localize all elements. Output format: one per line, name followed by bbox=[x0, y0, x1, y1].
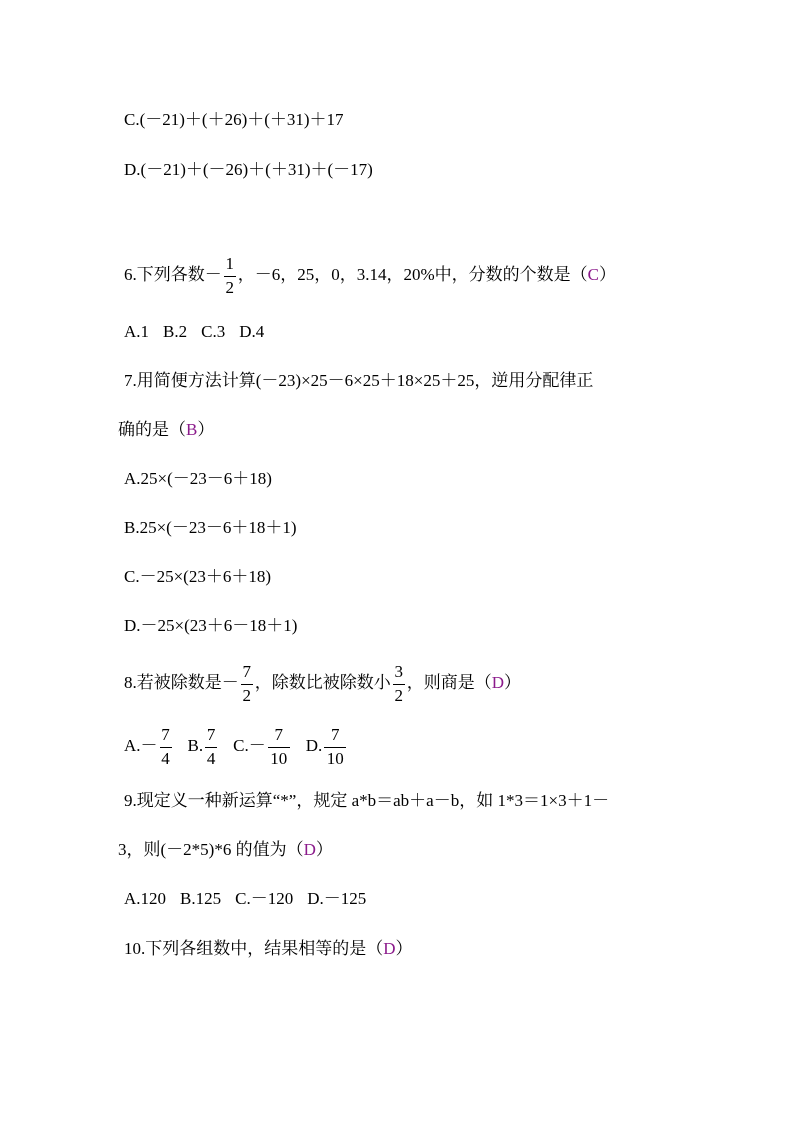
q6-close: ） bbox=[599, 264, 617, 284]
q9-answer: D bbox=[303, 840, 316, 859]
q8-answer: D bbox=[491, 672, 505, 692]
fraction-denominator: 2 bbox=[394, 686, 403, 705]
q6-option-b: B.2 bbox=[163, 322, 188, 341]
q6-option-c: C.3 bbox=[201, 322, 226, 341]
option-a-q7: A.25×(－23－6＋18) bbox=[124, 469, 272, 488]
fraction-denominator: 4 bbox=[161, 749, 170, 768]
option-b-q7: B.25×(－23－6＋18＋1) bbox=[124, 518, 297, 537]
q9-option-d: D.－125 bbox=[307, 889, 367, 908]
fraction-numerator: 1 bbox=[225, 254, 234, 273]
option-d-q5: D.(－21)＋(－26)＋(＋31)＋(－17) bbox=[124, 160, 373, 179]
q10-text: 10.下列各组数中，结果相等的是（ bbox=[124, 939, 384, 958]
fraction-numerator: 7 bbox=[331, 725, 340, 744]
q8-option-c bbox=[233, 725, 292, 768]
question-7-line1: 7.用简便方法计算(－23)×25－6×25＋18×25＋25，逆用分配律正 bbox=[124, 371, 594, 390]
option-fraction bbox=[323, 725, 347, 769]
q6-fraction bbox=[223, 254, 237, 298]
q8-fraction-2 bbox=[392, 662, 406, 706]
fraction-numerator: 7 bbox=[274, 725, 283, 744]
option-prefix: D. bbox=[305, 735, 323, 755]
q8-fraction-1 bbox=[240, 662, 254, 706]
q8-option-d bbox=[305, 725, 349, 768]
q9-option-a: A.120 bbox=[124, 889, 167, 908]
question-10 bbox=[124, 939, 413, 959]
option-d-q7: D.－25×(23＋6－18＋1) bbox=[124, 616, 298, 635]
q8-option-a bbox=[124, 725, 174, 768]
question-6 bbox=[124, 254, 616, 298]
fraction-bar bbox=[224, 276, 236, 277]
q7-text: 确的是（ bbox=[118, 420, 186, 439]
option-c-q5: C.(－21)＋(＋26)＋(＋31)＋17 bbox=[124, 110, 344, 129]
q6-option-a: A.1 bbox=[124, 322, 150, 341]
fraction-bar bbox=[324, 747, 346, 748]
option-c-q7: C.－25×(23＋6＋18) bbox=[124, 567, 271, 586]
q9-option-b: B.125 bbox=[180, 889, 222, 908]
q8-text-post: ，则商是（ bbox=[406, 672, 492, 692]
q9-option-c: C.－120 bbox=[235, 889, 294, 908]
fraction-bar bbox=[160, 747, 172, 748]
q8-option-b bbox=[187, 725, 220, 768]
fraction-numerator: 7 bbox=[161, 725, 170, 744]
fraction-bar bbox=[205, 747, 217, 748]
q8-text-pre: 8.若被除数是－ bbox=[124, 672, 239, 692]
q9-options bbox=[124, 889, 380, 909]
fraction-numerator: 7 bbox=[206, 725, 216, 744]
fraction-denominator: 10 bbox=[270, 749, 288, 768]
fraction-bar bbox=[393, 684, 405, 685]
q8-text-mid: ，除数比被除数小 bbox=[254, 672, 391, 692]
q6-text-pre: 6.下列各数－ bbox=[124, 264, 222, 284]
q10-close: ） bbox=[395, 939, 413, 958]
q6-answer: C bbox=[587, 264, 600, 284]
fraction-bar bbox=[241, 684, 253, 685]
question-9-line1: 9.现定义一种新运算“*”，规定 a*b＝ab＋a－b，如 1*3＝1×3＋1－ bbox=[124, 791, 610, 810]
q10-answer: D bbox=[383, 939, 396, 958]
option-fraction bbox=[159, 725, 173, 769]
q7-close: ） bbox=[197, 420, 215, 439]
fraction-bar bbox=[268, 747, 290, 748]
q6-option-d: D.4 bbox=[239, 322, 265, 341]
q7-answer: B bbox=[186, 420, 198, 439]
question-9-line2 bbox=[118, 840, 333, 860]
q8-options bbox=[124, 725, 362, 769]
q9-close: ） bbox=[315, 840, 333, 859]
q9-text: 3，则(－2*5)*6 的值为（ bbox=[118, 840, 304, 859]
fraction-numerator: 7 bbox=[242, 662, 251, 681]
question-8 bbox=[124, 662, 521, 706]
option-prefix: A.－ bbox=[124, 735, 158, 755]
option-prefix: C.－ bbox=[233, 735, 266, 755]
q6-text-mid: ，－6，25，0，3.14，20%中，分数的个数是（ bbox=[237, 264, 588, 284]
q8-close: ） bbox=[504, 672, 522, 692]
option-fraction bbox=[204, 725, 218, 769]
fraction-denominator: 10 bbox=[326, 749, 344, 768]
fraction-denominator: 2 bbox=[242, 686, 251, 705]
fraction-denominator: 4 bbox=[206, 749, 216, 768]
fraction-numerator: 3 bbox=[394, 662, 403, 681]
option-fraction bbox=[267, 725, 291, 769]
question-7-line2 bbox=[118, 420, 214, 440]
option-prefix: B. bbox=[187, 735, 204, 755]
fraction-denominator: 2 bbox=[225, 278, 234, 297]
q6-options bbox=[124, 322, 278, 342]
